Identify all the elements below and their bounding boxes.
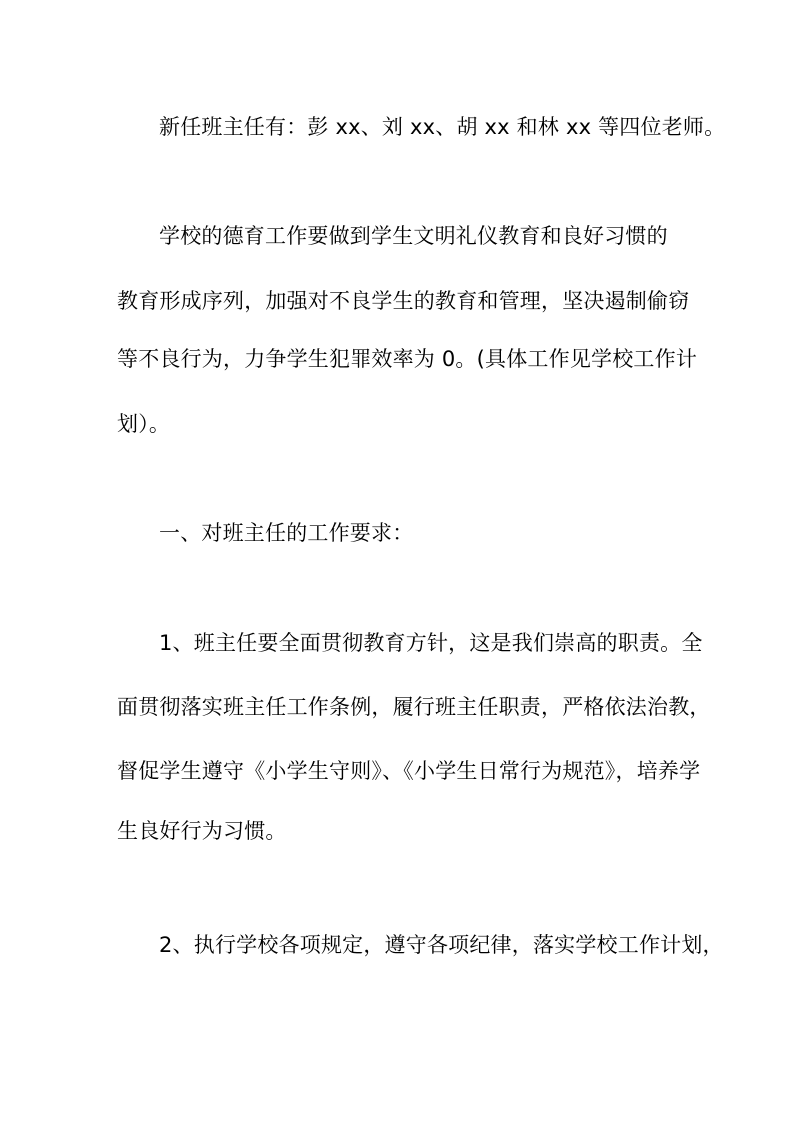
- paragraph-moral-education-line-2: 教育形成序列，加强对不良学生的教育和管理，坚决遏制偷窃: [117, 289, 690, 313]
- paragraph-moral-education-line-4: 划）。: [117, 412, 171, 436]
- requirement-1-line-2: 面贯彻落实班主任工作条例，履行班主任职责，严格依法治教，: [117, 695, 711, 719]
- section-heading: 一、对班主任的工作要求：: [159, 521, 414, 545]
- requirement-1-line-1: 1、班主任要全面贯彻教育方针，这是我们崇高的职责。全: [159, 631, 703, 655]
- paragraph-moral-education-line-1: 学校的德育工作要做到学生文明礼仪教育和良好习惯的: [159, 224, 668, 248]
- paragraph-moral-education-line-3: 等不良行为，力争学生犯罪效率为 0。(具体工作见学校工作计: [117, 347, 698, 371]
- requirement-1-line-3: 督促学生遵守《小学生守则》、《小学生日常行为规范》，培养学: [117, 759, 701, 783]
- requirement-2-line-1: 2、执行学校各项规定，遵守各项纪律，落实学校工作计划，: [159, 933, 724, 957]
- paragraph-new-teachers: 新任班主任有：彭 xx、刘 xx、胡 xx 和林 xx 等四位老师。: [159, 115, 726, 139]
- requirement-1-line-4: 生良好行为习惯。: [117, 819, 287, 843]
